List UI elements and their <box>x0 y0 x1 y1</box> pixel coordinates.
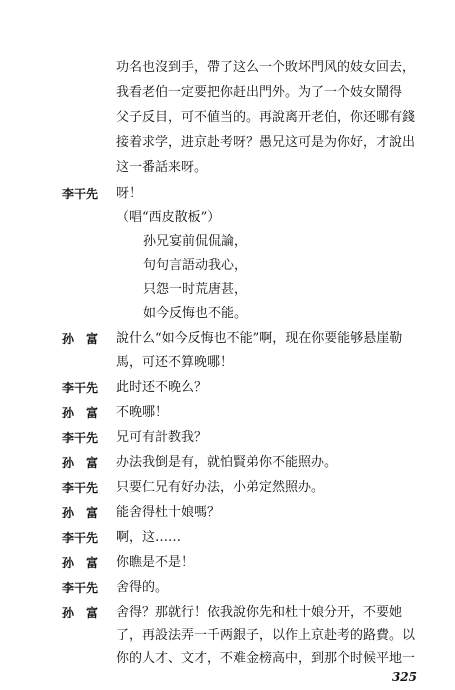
speaker-label: 李干先 <box>62 581 99 595</box>
stage-direction: （唱“西皮散板”） <box>116 210 221 225</box>
speaker-label: 孙 富 <box>62 332 99 346</box>
dialogue-line: 呀！ <box>116 186 143 201</box>
page-number: 325 <box>391 670 417 684</box>
verse-line: 句句言語动我心， <box>143 258 248 273</box>
dialogue-line: 兄可有計教我？ <box>116 430 208 445</box>
speaker-label: 孙 富 <box>62 606 99 620</box>
dialogue-line: 啊，这…… <box>116 530 182 545</box>
intro-line: 功名也沒到手，帶了这么一个敗坏門风的妓女回去， <box>116 60 416 75</box>
speaker-label: 李干先 <box>62 187 99 201</box>
dialogue-line: 馬，可还不算晚哪！ <box>116 355 234 370</box>
dialogue-line: 你的人才、文才，不难金榜高中，到那个时候平地一 <box>116 651 416 666</box>
intro-line: 我看老伯一定要把你赶出門外。为了一个妓女鬧得 <box>116 85 403 100</box>
speaker-label: 李干先 <box>62 431 99 445</box>
dialogue-line: 只要仁兄有好办法，小弟定然照办。 <box>116 480 325 495</box>
dialogue-line: 你瞧是不是！ <box>116 555 195 570</box>
speaker-label: 李干先 <box>62 531 99 545</box>
dialogue-line: 不晚哪！ <box>116 405 169 420</box>
dialogue-line: 說什么“如今反悔也不能”啊，现在你要能够悬崖勒 <box>116 331 403 346</box>
dialogue-line: 能舍得杜十娘嗎？ <box>116 505 221 520</box>
speaker-label: 孙 富 <box>62 556 99 570</box>
speaker-label: 孙 富 <box>62 506 99 520</box>
intro-line: 这一番話来呀。 <box>116 160 208 175</box>
speaker-label: 李干先 <box>62 381 99 395</box>
dialogue-line: 了，再設法弄一千两銀子，以作上京赴考的路費。以 <box>116 628 416 643</box>
speaker-label: 孙 富 <box>62 406 99 420</box>
verse-line: 只怨一时荒唐甚， <box>143 282 248 297</box>
speaker-label: 孙 富 <box>62 456 99 470</box>
dialogue-line: 舍得？那就行！依我說你先和杜十娘分开，不要她 <box>116 605 403 620</box>
dialogue-line: 此时还不晚么？ <box>116 380 208 395</box>
intro-line: 父子反目，可不値当的。再說离开老伯，你还哪有錢 <box>116 110 416 125</box>
dialogue-line: 舍得的。 <box>116 580 169 595</box>
intro-line: 接着求学，进京赴考呀？愚兄这可是为你好，才說出 <box>116 135 416 150</box>
verse-line: 孙兄宴前侃侃論， <box>143 234 248 249</box>
verse-line: 如今反悔也不能。 <box>143 306 248 321</box>
speaker-label: 李干先 <box>62 481 99 495</box>
dialogue-line: 办法我倒是有，就怕賢弟你不能照办。 <box>116 455 338 470</box>
